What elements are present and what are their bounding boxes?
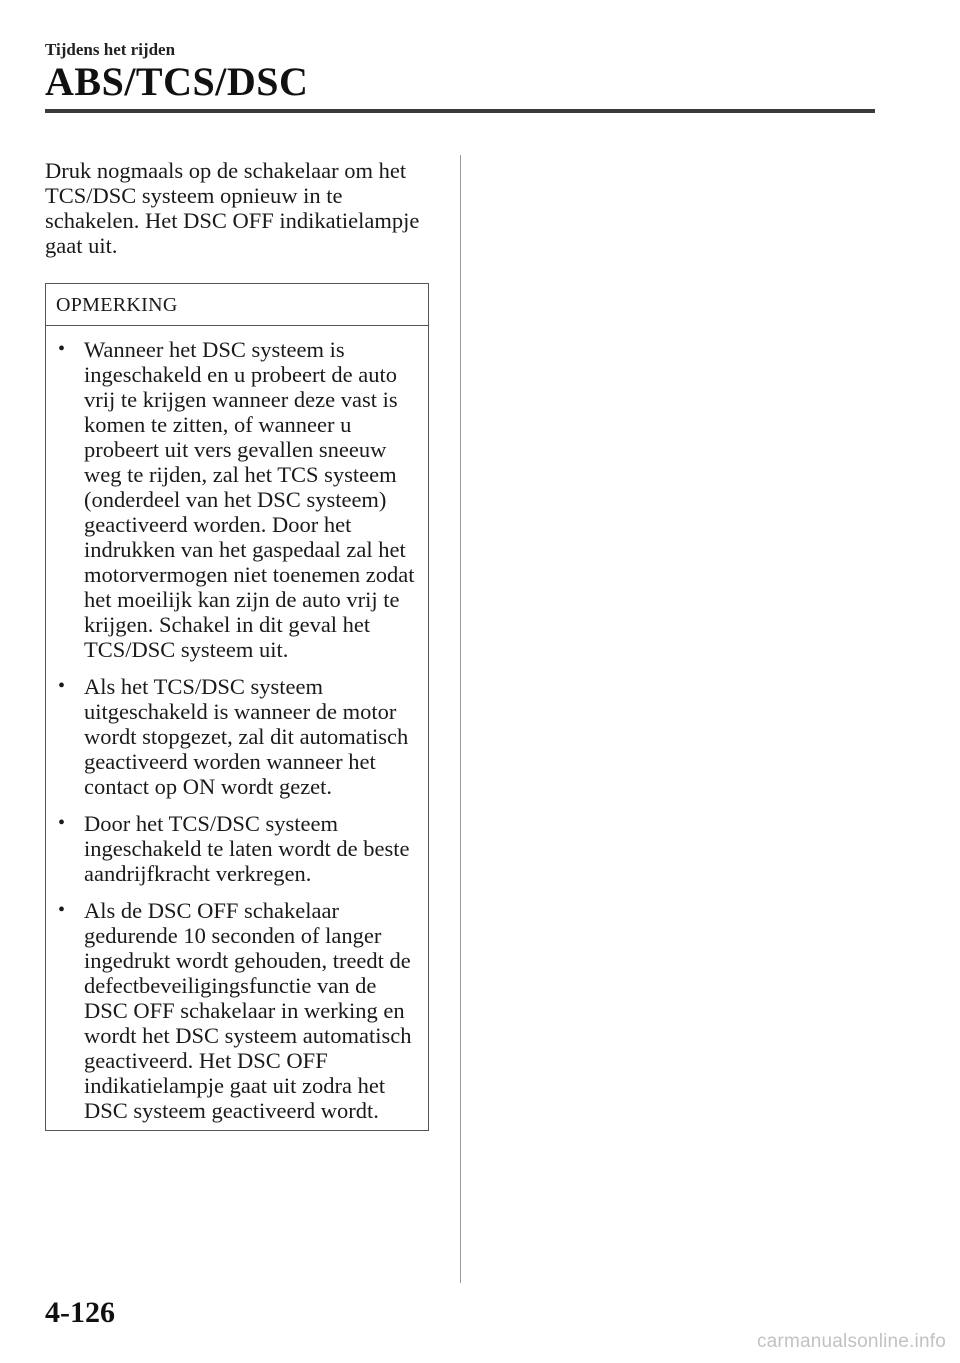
note-item-text: Als het TCS/DSC systeem uitgeschakeld is wanneer de motor wordt stopgezet, zal dit automatisch geactiveerd worden wanneer het contact op ON wordt gezet. [84, 674, 409, 799]
note-item [46, 674, 428, 799]
note-item-text: Als de DSC OFF schakelaar gedurende 10 seconden of langer ingedrukt wordt gehouden, treedt de defectbeveiligingsfunctie van de DSC OFF schakelaar in werking en wordt het DSC systeem automatisch geactiveerd. Het DSC OFF indikatielampje gaat uit zodra het DSC systeem geactiveerd wordt. [84, 898, 412, 1123]
bullet-icon: • [58, 812, 66, 834]
note-list [46, 326, 428, 1123]
bullet-icon: • [58, 338, 66, 360]
bullet-icon: • [58, 675, 66, 697]
column-divider [460, 155, 461, 1283]
header-rule [45, 109, 875, 113]
note-item-text: Door het TCS/DSC systeem ingeschakeld te laten wordt de beste aandrijfkracht verkregen. [84, 811, 410, 886]
note-box [45, 283, 429, 1131]
note-item-text: Wanneer het DSC systeem is ingeschakeld en u probeert de auto vrij te krijgen wanneer deze vast is komen te zitten, of wanneer u probeert uit vers gevallen sneeuw weg te rijden, zal het TCS systeem (onderdeel van het DSC systeem) geactiveerd worden. Door het indrukken van het gaspedaal zal het motorvermogen niet toenemen zodat het moeilijk kan zijn de auto vrij te krijgen. Schakel in dit geval het TCS/DSC systeem uit. [84, 337, 415, 662]
page-number: 4-126 [45, 1296, 115, 1329]
note-item [46, 811, 428, 886]
watermark: carmanualsonline.info [756, 1331, 946, 1352]
note-heading: OPMERKING [46, 284, 428, 326]
note-item [46, 337, 428, 662]
intro-paragraph: Druk nogmaals op de schakelaar om het TCS/DSC systeem opnieuw in te schakelen. Het DSC OFF indikatielampje gaat uit. [45, 158, 420, 258]
bullet-icon: • [58, 899, 66, 921]
page-title: ABS/TCS/DSC [45, 59, 309, 104]
section-label: Tijdens het rijden [45, 40, 176, 59]
note-item [46, 898, 428, 1123]
